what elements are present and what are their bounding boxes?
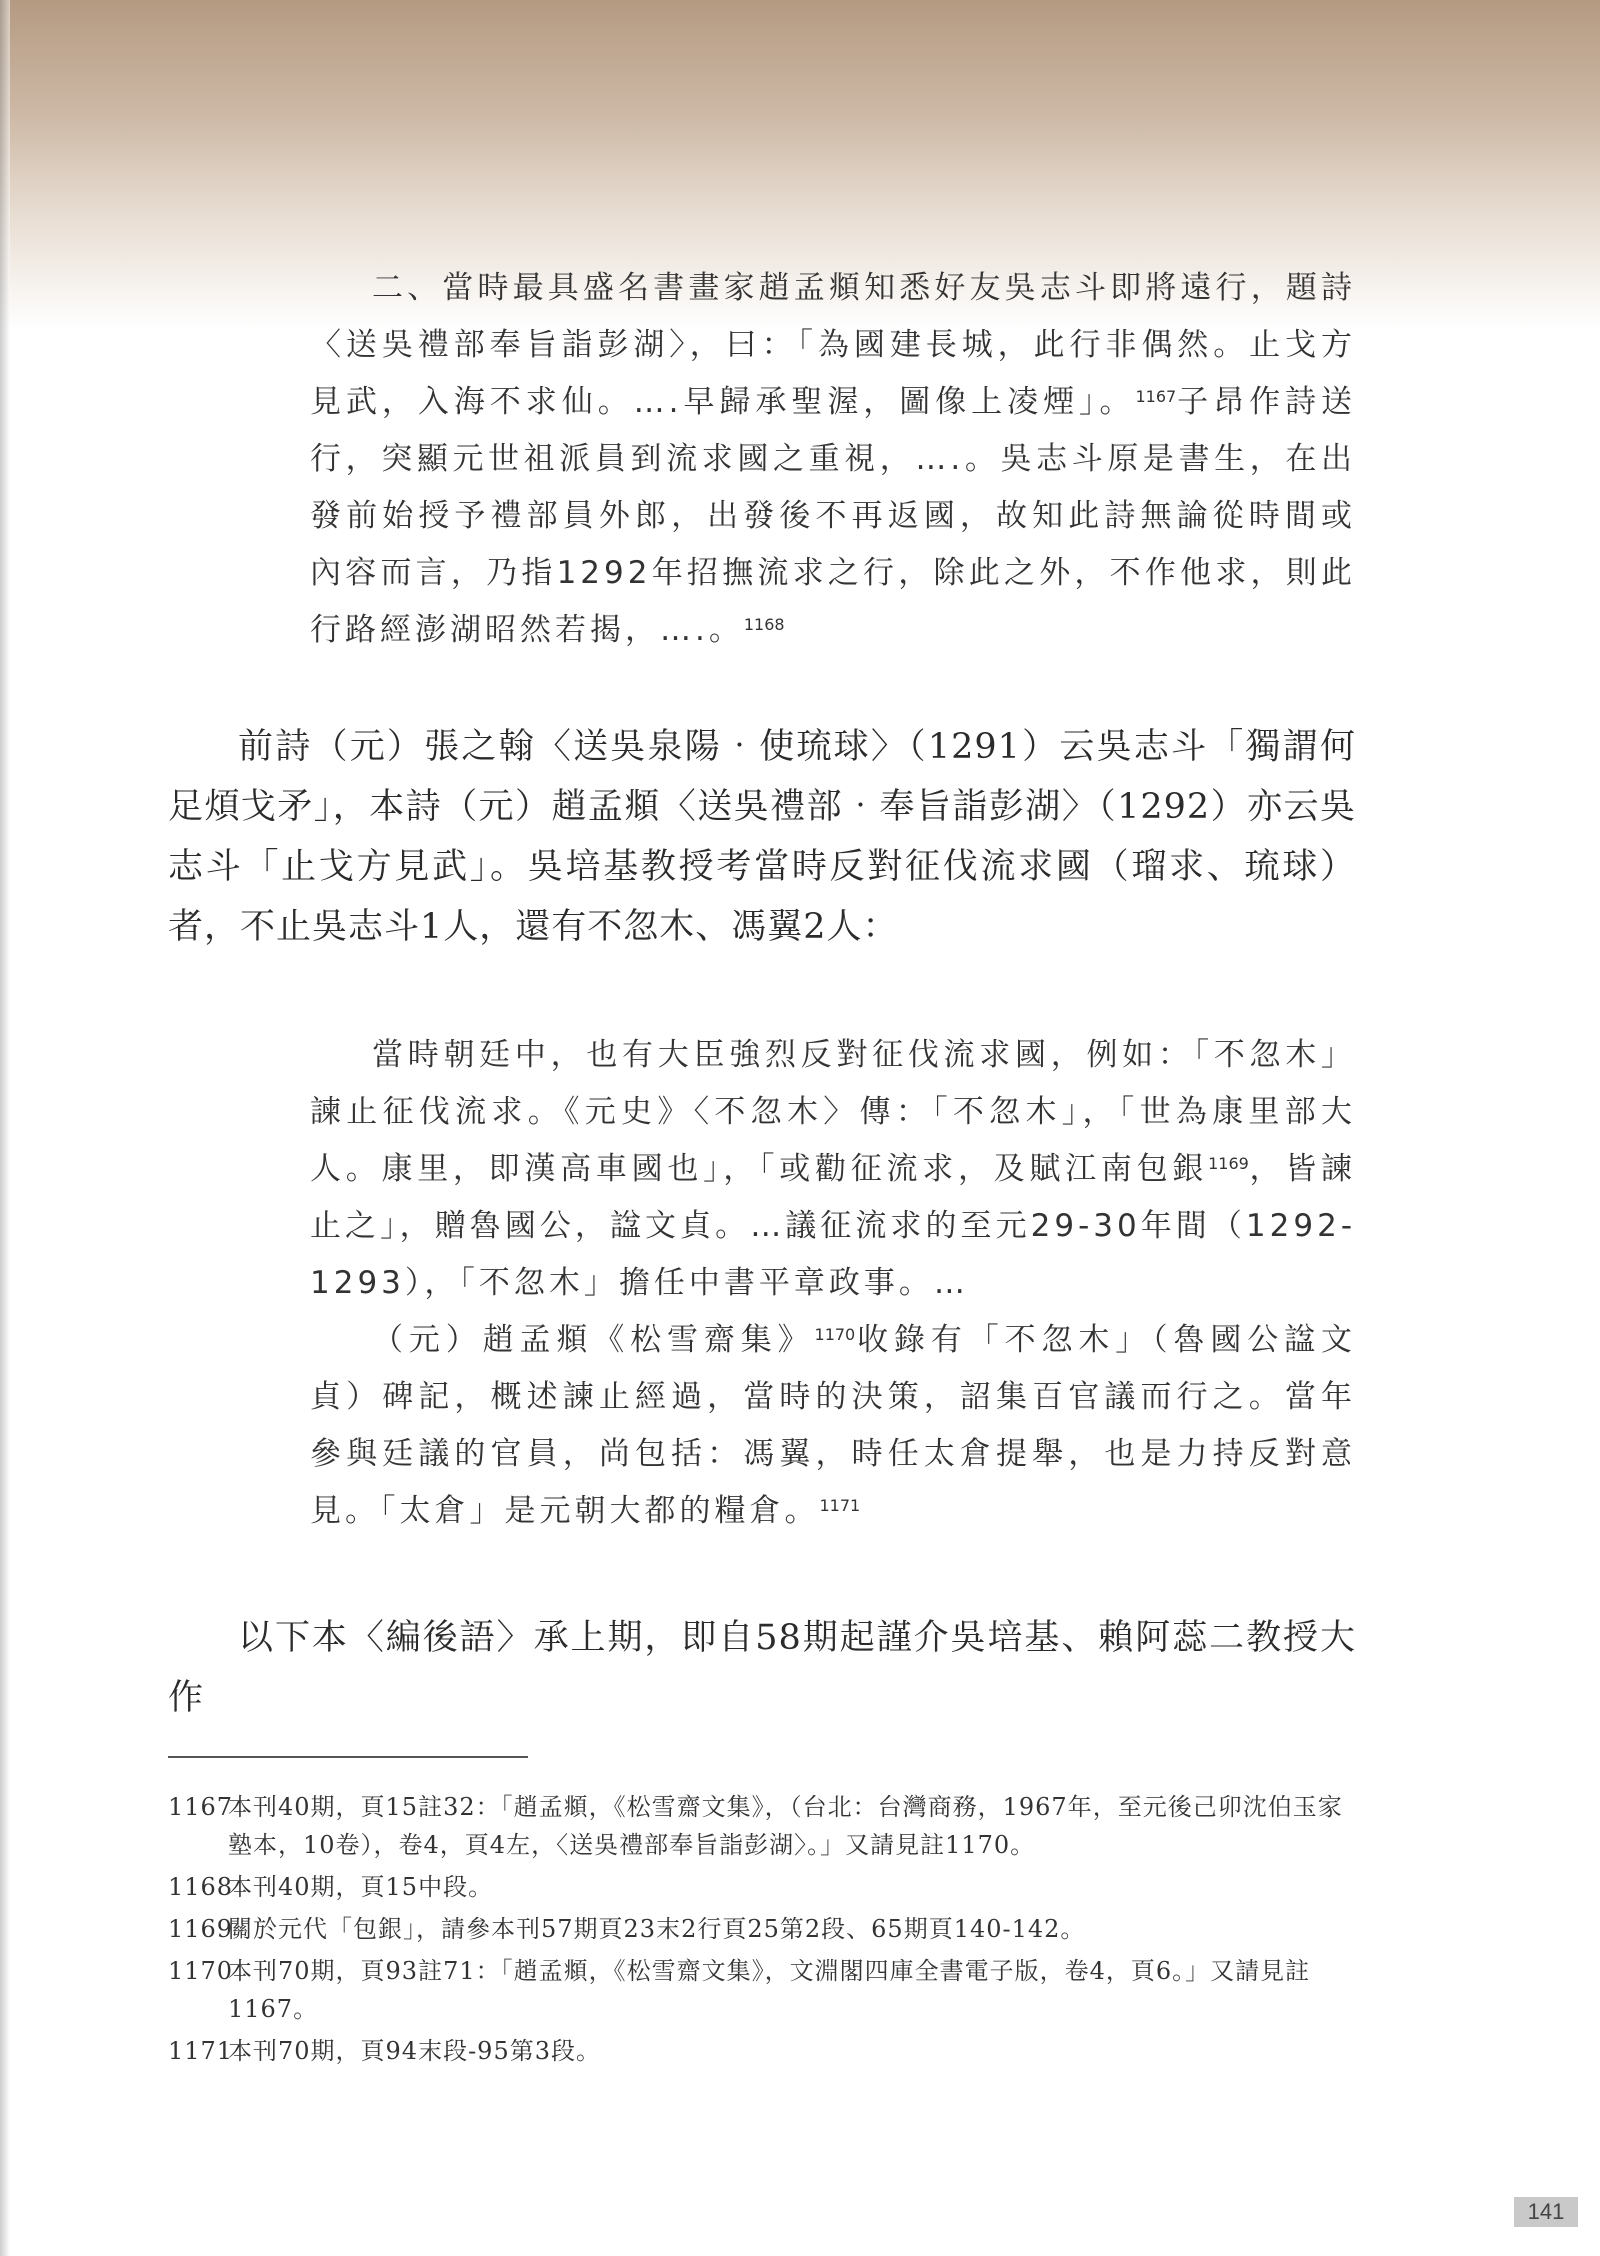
quote-1-text-cont: 子昂作詩送行，突顯元世祖派員到流求國之重視，….。吳志斗原是書生，在出發前始授予禮部員外郎，出發後不再返國，故知此詩無論從時間或內容而言，乃指1292年招撫流求之行，除此之外，不作他求，則此行路經澎湖昭然若揭，….。 <box>310 384 1356 648</box>
block-quote-1 <box>310 260 1356 659</box>
footnote-item <box>168 2032 1356 2070</box>
footnote-ref-1168[interactable]: 1168 <box>743 615 785 634</box>
footnote-number: 1168 <box>168 1873 234 1901</box>
footnote-item <box>168 1952 1356 2028</box>
footnote-text: 本刊40期，頁15註32：「趙孟頫，《松雪齋文集》，（台北：台灣商務，1967年，至元後己卯沈伯玉家塾本，10卷），卷4，頁4左，〈送吳禮部奉旨詣彭湖〉。」又請見註1170。 <box>228 1793 1343 1859</box>
footnote-text: 關於元代「包銀」，請參本刊57期頁23末2行頁25第2段、65期頁140-142。 <box>228 1915 1086 1943</box>
footnote-ref-1169[interactable]: 1169 <box>1208 1154 1249 1173</box>
quote-2-p1-text: 當時朝廷中，也有大臣強烈反對征伐流求國，例如：「不忽木」諫止征伐流求。《元史》〈不忽木〉傳：「不忽木」，「世為康里部大人。康里，即漢高車國也」，「或勸征流求，及賦江南包銀 <box>310 1037 1356 1187</box>
footnote-item <box>168 1868 1356 1906</box>
left-scan-edge <box>0 0 10 2256</box>
block-quote-2 <box>310 1027 1356 1540</box>
para-2-text: 以下本〈編後語〉承上期，即自58期起謹介吳培基、賴阿蕊二教授大作 <box>168 1618 1356 1718</box>
footnote-ref-1170[interactable]: 1170 <box>814 1325 856 1344</box>
footnote-ref-1171[interactable]: 1171 <box>819 1496 861 1515</box>
quote-1-text: 二、當時最具盛名書畫家趙孟頫知悉好友吳志斗即將遠行，題詩〈送吳禮部奉旨詣彭湖〉，曰：「為國建長城，此行非偶然。止戈方見武，入海不求仙。….早歸承聖渥，圖像上凌煙」。 <box>310 270 1356 420</box>
footnote-divider <box>168 1756 528 1758</box>
footnote-number: 1169 <box>168 1915 234 1943</box>
quote-2-p2-text: （元）趙孟頫《松雪齋集》 <box>372 1322 815 1358</box>
footnote-text: 本刊70期，頁94末段-95第3段。 <box>228 2037 601 2065</box>
footnote-text: 本刊70期，頁93註71：「趙孟頫，《松雪齋文集》，文淵閣四庫全書電子版，卷4，頁6。」又請見註1167。 <box>228 1957 1311 2023</box>
footnote-text: 本刊40期，頁15中段。 <box>228 1873 494 1901</box>
footnote-number: 1171 <box>168 2037 234 2065</box>
footnote-item <box>168 1788 1356 1864</box>
footnote-number: 1167 <box>168 1793 234 1821</box>
quote-2-paragraph-1 <box>310 1027 1356 1312</box>
footnotes-section <box>168 1756 1356 2074</box>
main-content <box>168 260 1356 1728</box>
footnote-item <box>168 1910 1356 1948</box>
footnote-number: 1170 <box>168 1957 234 1985</box>
body-paragraph-2 <box>168 1608 1356 1728</box>
body-paragraph-1 <box>168 717 1356 957</box>
quote-2-p2-text-cont: 收錄有「不忽木」（魯國公諡文貞）碑記，概述諫止經過，當時的決策，詔集百官議而行之。當年參與廷議的官員，尚包括：馮翼，時任太倉提舉，也是力持反對意見。「太倉」是元朝大都的糧倉。 <box>310 1322 1356 1529</box>
footnote-ref-1167[interactable]: 1167 <box>1135 387 1177 406</box>
page-number: 141 <box>1514 2197 1578 2227</box>
quote-1-paragraph <box>310 260 1356 659</box>
para-1-text: 前詩（元）張之翰〈送吳泉陽‧使琉球〉（1291）云吳志斗「獨謂何足煩戈矛」，本詩（元）趙孟頫〈送吳禮部‧奉旨詣彭湖〉（1292）亦云吳志斗「止戈方見武」。吳培基教授考當時反對征伐流求國（瑠求、琉球）者，不止吳志斗1人，還有不忽木、馮翼2人： <box>168 727 1356 947</box>
quote-2-p1-text-cont: ，皆諫止之」，贈魯國公，諡文貞。…議征流求的至元29-30年間（1292-1293），「不忽木」擔任中書平章政事。… <box>310 1151 1356 1301</box>
quote-2-paragraph-2 <box>310 1312 1356 1540</box>
